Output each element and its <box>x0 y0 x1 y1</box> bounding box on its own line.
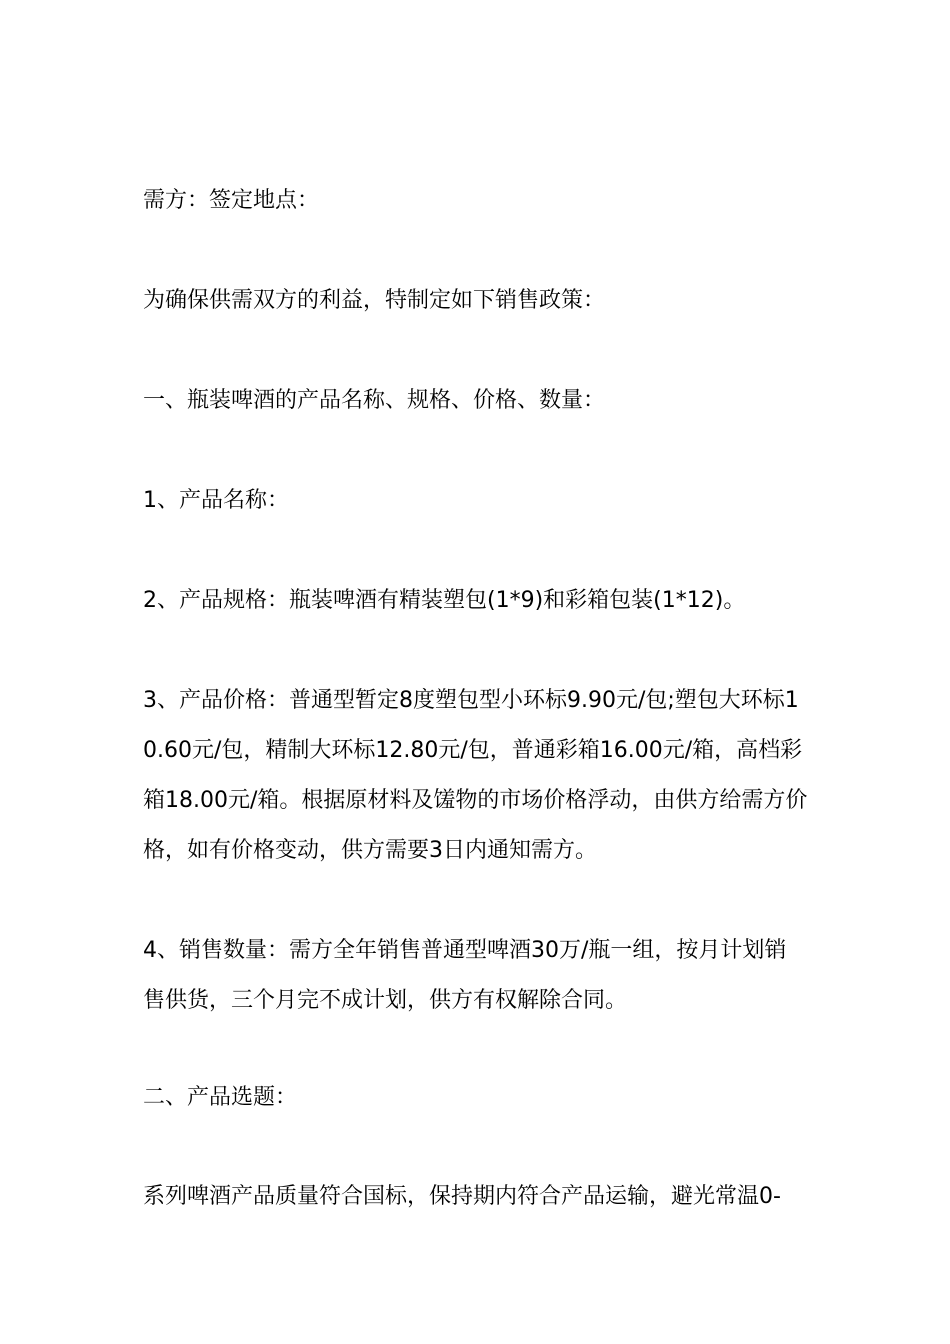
section-one-heading: 一、瓶装啤酒的产品名称、规格、价格、数量： <box>143 388 606 413</box>
item-sales-quantity: 4、销售数量：需方全年销售普通型啤酒30万/瓶一组，按月计划销售供货，三个月完不成计划，供方有权解除合同。 <box>143 938 787 1013</box>
item-product-spec: 2、产品规格：瓶装啤酒有精装塑包(1*9)和彩箱包装(1*12)。 <box>143 588 746 613</box>
item-product-name: 1、产品名称： <box>143 488 289 513</box>
intro-paragraph: 为确保供需双方的利益，特制定如下销售政策： <box>143 288 606 313</box>
quality-paragraph: 系列啤酒产品质量符合国标，保持期内符合产品运输，避光常温0- <box>143 1184 781 1209</box>
buyer-signing-place-line: 需方：签定地点： <box>143 188 320 213</box>
item-product-price: 3、产品价格：普通型暂定8度塑包型小环标9.90元/包;塑包大环标10.60元/包，精制大环标12.80元/包，普通彩箱16.00元/箱，高档彩箱18.00元/箱。根据原材料及馐物的市场价格浮动，由供方给需方价格，如有价格变动，供方需要3日内通知需方。 <box>143 688 808 863</box>
section-two-heading: 二、产品选题： <box>143 1085 298 1110</box>
